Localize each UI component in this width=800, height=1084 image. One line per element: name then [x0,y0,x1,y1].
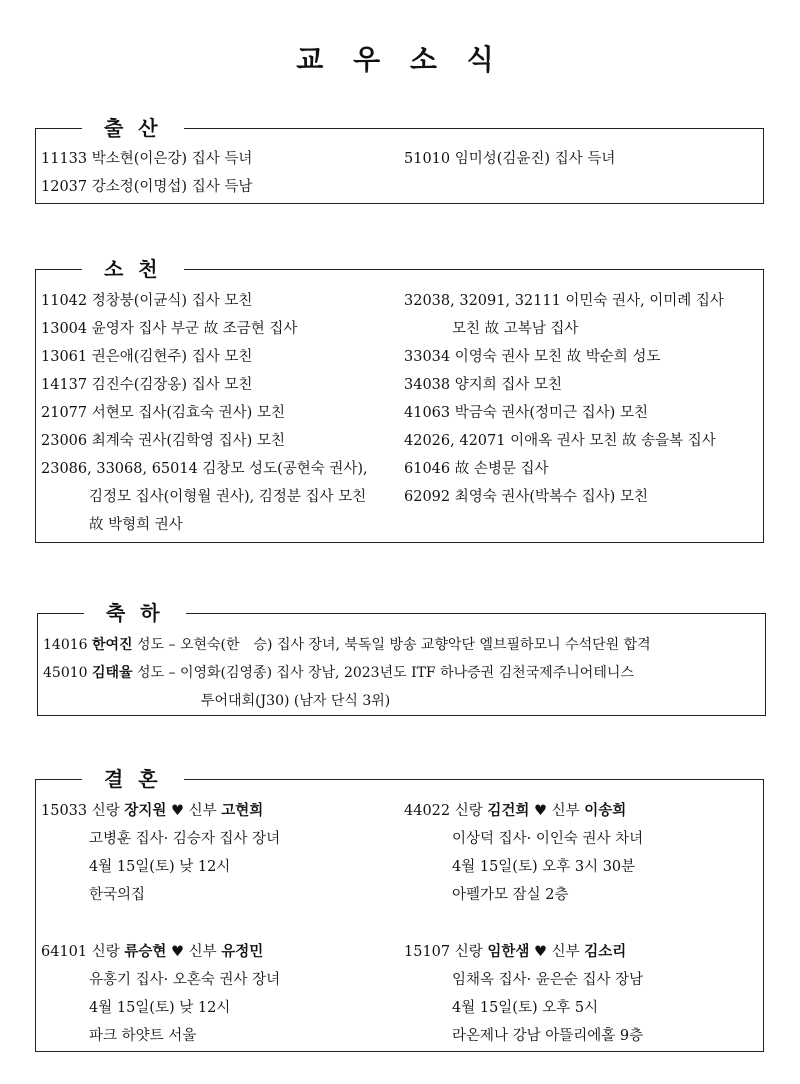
death-item: 62092 최영숙 권사(박복수 집사) 모친 [404,489,648,505]
bride-label: 신부 [188,803,217,819]
groom-name: 류승현 [124,943,167,960]
heart-icon: ♥ [534,944,548,960]
bride-label: 신부 [551,944,580,960]
wedding-couple [41,942,263,962]
death-item: 14137 김진수(김장옹) 집사 모친 [41,377,253,393]
groom-label: 신랑 [454,803,483,819]
bride-name: 김소리 [584,943,627,960]
wedding-section [35,767,764,1052]
wedding-date: 4월 15일(토) 오후 3시 30분 [452,859,636,875]
wedding-parents: 고병훈 집사· 김승자 집사 장녀 [89,831,281,847]
wedding-place: 아펠가모 잠실 2층 [452,887,569,903]
wedding-couple [41,801,263,821]
wedding-place: 라온제나 강남 아뜰리에홀 9층 [452,1028,644,1044]
death-item: 41063 박금숙 권사(정미근 집사) 모친 [404,405,648,421]
groom-label: 신랑 [91,944,120,960]
congrats-heading: 축 하 [84,599,186,627]
member-code: 45010 [43,665,88,681]
death-section [35,257,764,543]
member-code: 44022 [404,803,451,819]
bride-label: 신부 [188,944,217,960]
death-item: 김정모 집사(이형월 권사), 김정분 집사 모친 [89,489,367,505]
groom-name: 김건희 [487,802,530,819]
heart-icon: ♥ [171,944,185,960]
death-item: 故 박형희 권사 [89,517,183,533]
wedding-parents: 유홍기 집사· 오혼숙 권사 장녀 [89,972,281,988]
member-name: 김태율 [92,665,133,681]
member-code: 15107 [404,944,451,960]
death-item: 42026, 42071 이애옥 권사 모친 故 송을복 집사 [404,433,716,449]
wedding-date: 4월 15일(토) 낮 12시 [89,1000,231,1016]
congrats-item-continued: 투어대회(J30) (남자 단식 3위) [201,693,391,709]
groom-label: 신랑 [454,944,483,960]
congrats-item [43,663,634,683]
heart-icon: ♥ [171,803,185,819]
wedding-heading: 결 혼 [82,765,184,793]
death-item: 23086, 33068, 65014 김창모 성도(공현숙 권사), [41,461,368,477]
wedding-place: 한국의집 [89,887,146,903]
groom-name: 장지원 [124,802,167,819]
congrats-section [37,601,766,716]
wedding-date: 4월 15일(토) 오후 5시 [452,1000,599,1016]
birth-item: 51010 임미성(김윤진) 집사 득녀 [404,151,616,167]
death-item: 34038 양지희 집사 모친 [404,377,563,393]
bride-name: 이송희 [584,802,627,819]
birth-item: 11133 박소현(이은강) 집사 득녀 [41,151,253,167]
bride-label: 신부 [551,803,580,819]
wedding-parents: 임채옥 집사· 윤은순 집사 장남 [452,972,644,988]
death-item: 61046 故 손병문 집사 [404,461,549,477]
member-code: 64101 [41,944,88,960]
groom-label: 신랑 [91,803,120,819]
death-item: 13061 권은애(김현주) 집사 모친 [41,349,253,365]
death-item: 13004 윤영자 집사 부군 故 조금현 집사 [41,321,298,337]
wedding-couple [404,942,626,962]
birth-item: 12037 강소정(이명섭) 집사 득남 [41,179,253,195]
death-heading: 소 천 [82,255,184,283]
wedding-parents: 이상덕 집사· 이인숙 권사 차녀 [452,831,644,847]
wedding-date: 4월 15일(토) 낮 12시 [89,859,231,875]
wedding-place: 파크 하얏트 서울 [89,1028,197,1044]
member-name: 한여진 [92,637,133,653]
member-code: 15033 [41,803,88,819]
member-code: 14016 [43,637,88,653]
congrats-text: 성도 – 이영화(김영종) 집사 장남, 2023년도 ITF 하나증권 김천국제주니어테니스 [132,665,634,681]
page-title: 교 우 소 식 [296,43,504,76]
bride-name: 유정민 [221,943,264,960]
wedding-couple [404,801,626,821]
death-item: 21077 서현모 집사(김효숙 권사) 모친 [41,405,285,421]
death-item: 모친 故 고복남 집사 [452,321,579,337]
heart-icon: ♥ [534,803,548,819]
death-item: 32038, 32091, 32111 이민숙 권사, 이미례 집사 [404,293,724,309]
bride-name: 고현희 [221,802,264,819]
birth-heading: 출 산 [82,114,184,142]
congrats-item [43,635,651,655]
death-item: 11042 정창붕(이균식) 집사 모친 [41,293,253,309]
groom-name: 임한샘 [487,943,530,960]
death-item: 23006 최계숙 권사(김학영 집사) 모친 [41,433,285,449]
birth-section [35,116,764,204]
death-item: 33034 이영숙 권사 모친 故 박순희 성도 [404,349,661,365]
congrats-text: 성도 – 오현숙(한 승) 집사 장녀, 북독일 방송 교향악단 엘브필하모니 수석단원 합격 [132,637,651,653]
